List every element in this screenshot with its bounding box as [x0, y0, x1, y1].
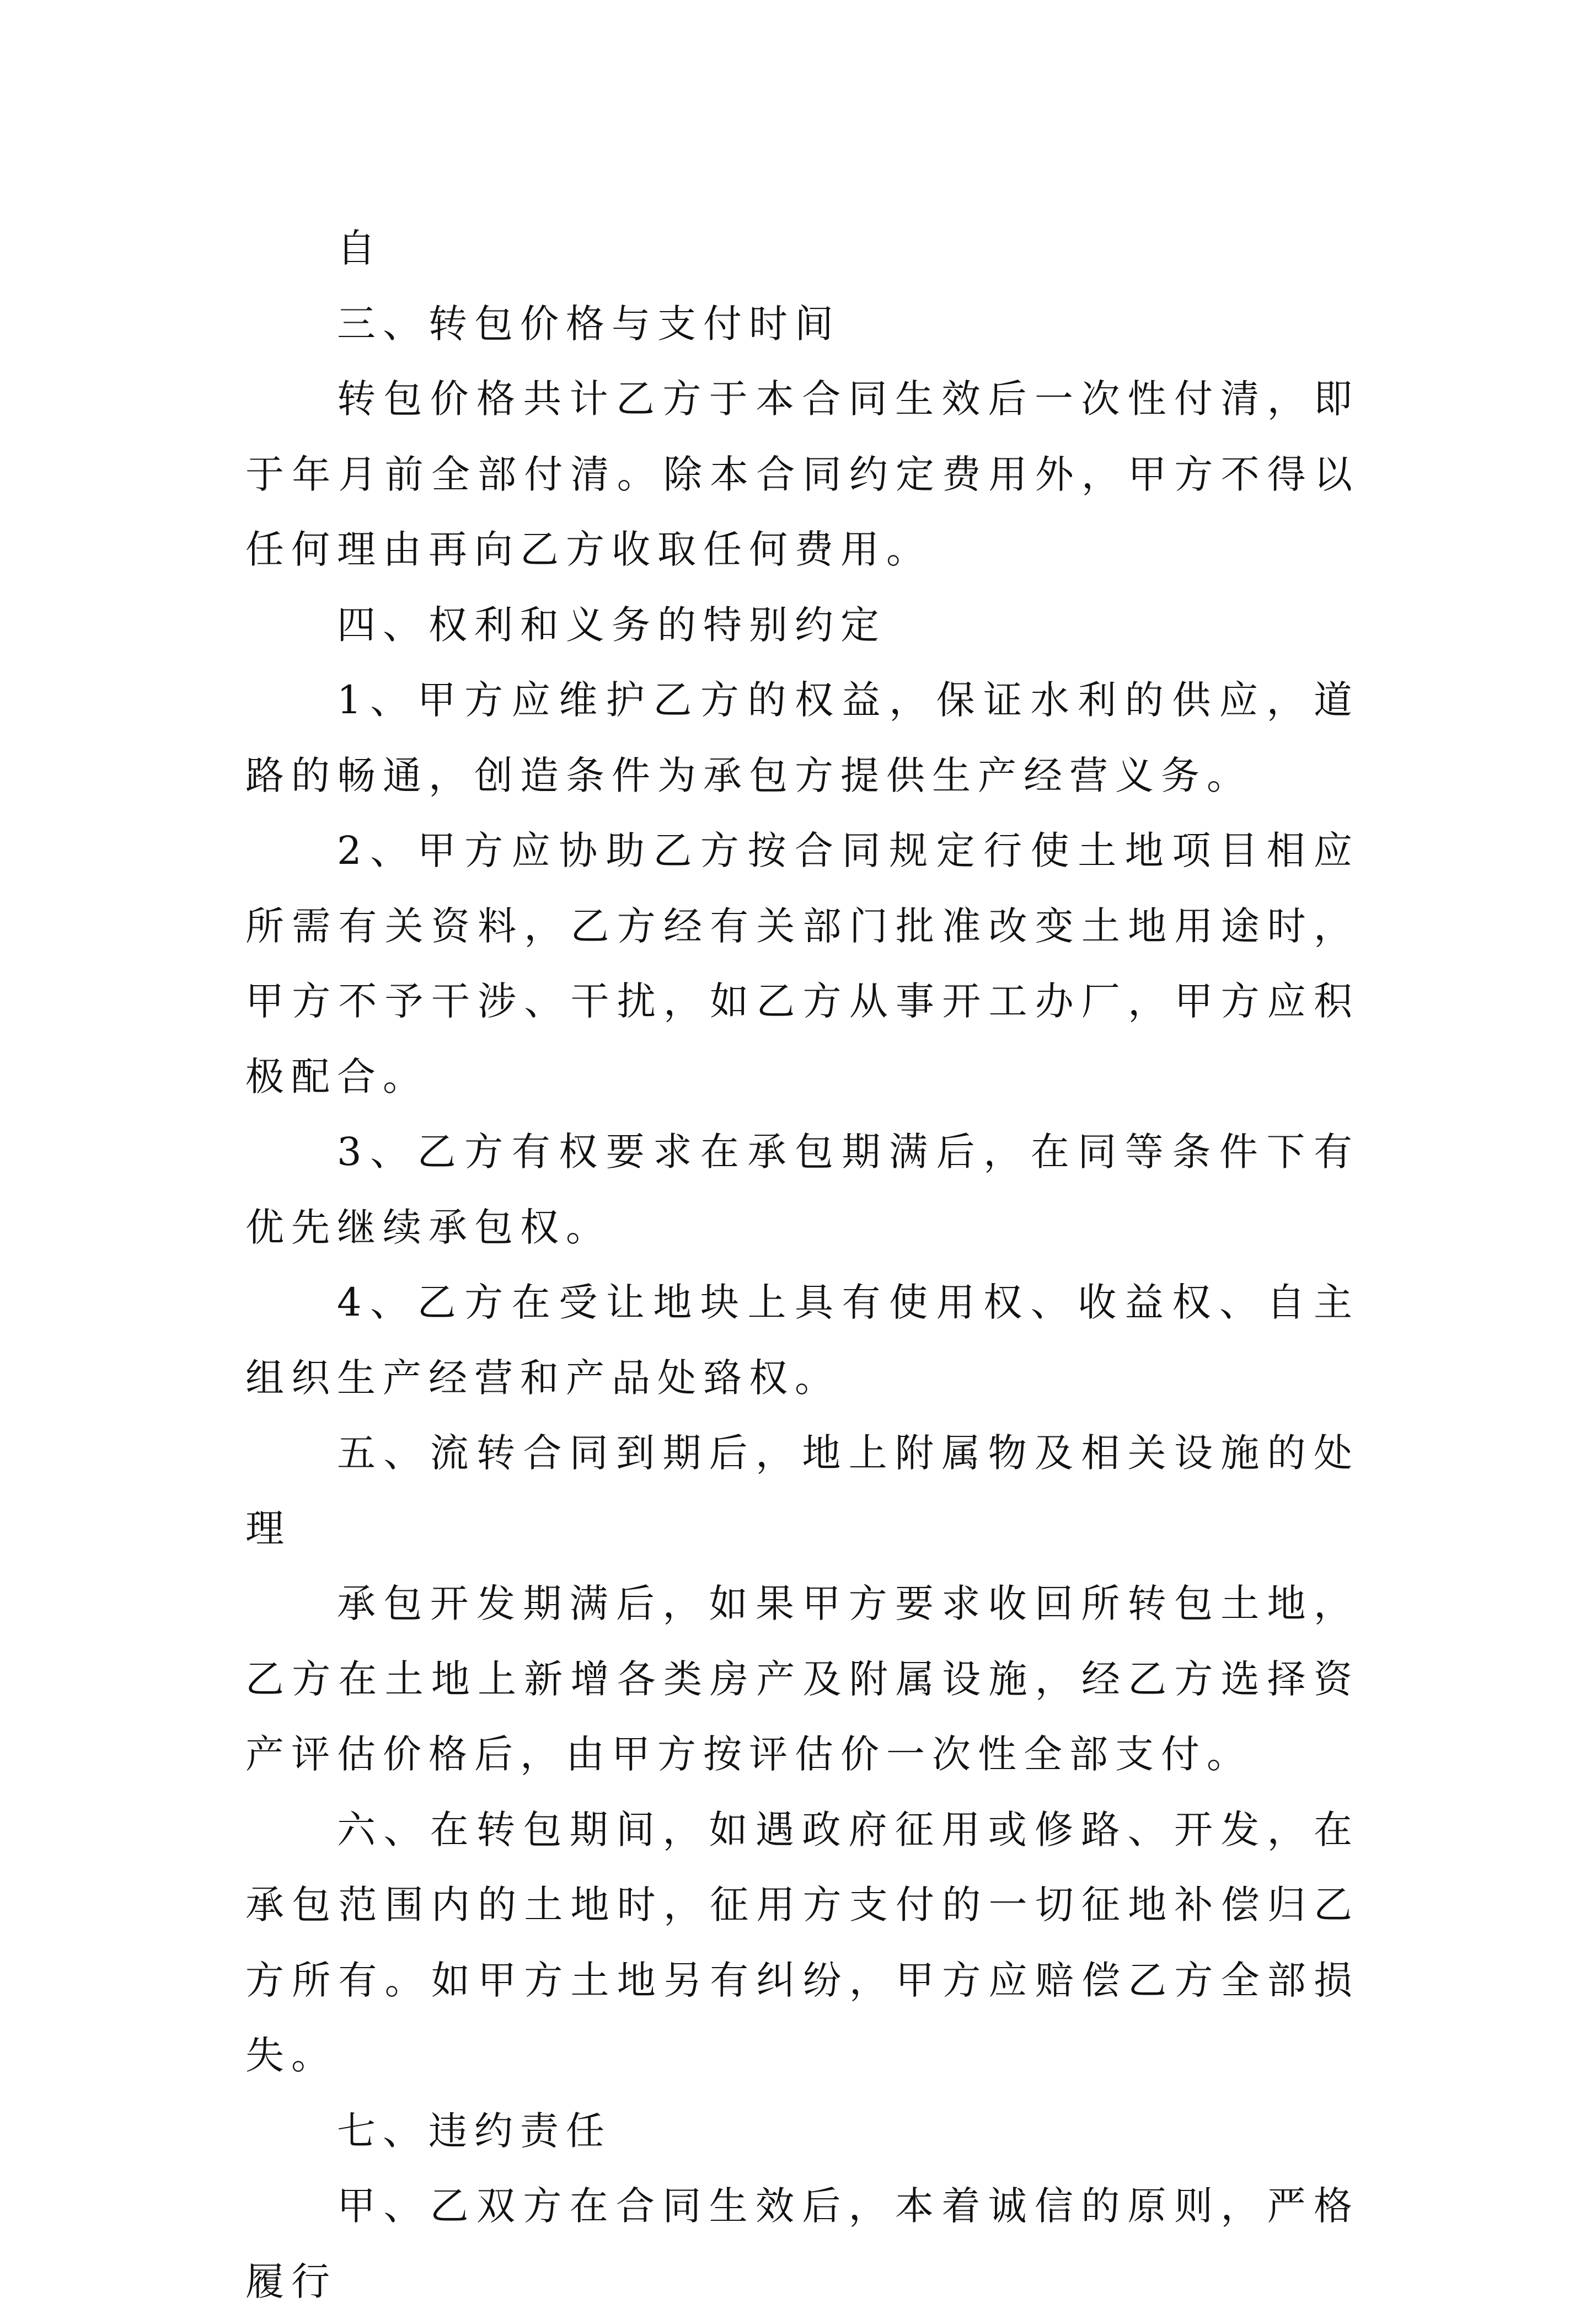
- clause-4-2: 2、甲方应协助乙方按合同规定行使土地项目相应所需有关资料，乙方经有关部门批准改变土地用途时，甲方不予干涉、干扰，如乙方从事开工办厂，甲方应积极配合。: [245, 828, 1359, 1099]
- paragraph-price-payment: 转包价格共计乙方于本合同生效后一次性付清，即于年月前全部付清。除本合同约定费用外，甲方不得以任何理由再向乙方收取任何费用。: [245, 376, 1359, 572]
- paragraph-fragment: 自: [337, 226, 383, 271]
- section-heading-4: 四、权利和义务的特别约定: [337, 602, 886, 648]
- section-heading-5: 五、流转合同到期后，地上附属物及相关设施的处理: [245, 1430, 1359, 1551]
- clause-4-1: 1、甲方应维护乙方的权益，保证水利的供应，道路的畅通，创造条件为承包方提供生产经营义务。: [245, 677, 1359, 798]
- clause-4-4: 4、乙方在受让地块上具有使用权、收益权、自主组织生产经营和产品处臵权。: [245, 1280, 1359, 1401]
- document-body: [245, 211, 1359, 2319]
- section-heading-7: 七、违约责任: [337, 2108, 612, 2154]
- section-heading-3: 三、转包价格与支付时间: [337, 301, 840, 346]
- paragraph-expiry-handling: 承包开发期满后，如果甲方要求收回所转包土地，乙方在土地上新增各类房产及附属设施，经乙方选择资产评估价格后，由甲方按评估价一次性全部支付。: [245, 1581, 1359, 1777]
- paragraph-breach-liability: 甲、乙双方在合同生效后，本着诚信的原则，严格履行: [245, 2183, 1359, 2304]
- clause-4-3: 3、乙方有权要求在承包期满后，在同等条件下有优先继续承包权。: [245, 1129, 1359, 1250]
- section-6-paragraph: 六、在转包期间，如遇政府征用或修路、开发，在承包范围内的土地时，征用方支付的一切征地补偿归乙方所有。如甲方土地另有纠纷，甲方应赔偿乙方全部损失。: [245, 1807, 1359, 2078]
